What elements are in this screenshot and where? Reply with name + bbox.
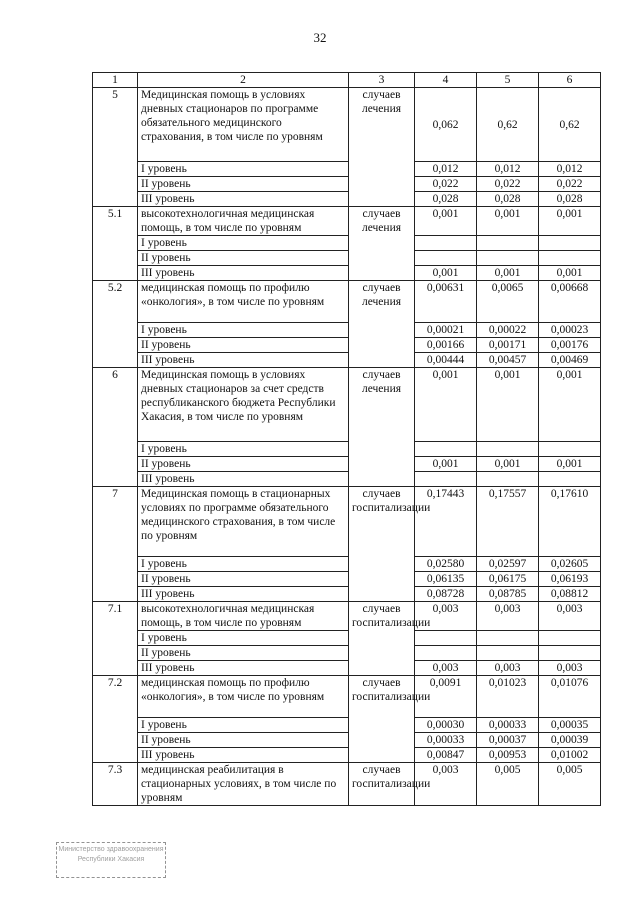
level-value <box>477 631 539 646</box>
section-value: 0,003 <box>415 602 477 631</box>
level-row <box>93 472 601 487</box>
section-value: 0,062 <box>415 88 477 162</box>
section-number: 6 <box>93 368 138 487</box>
level-value <box>415 631 477 646</box>
level-value: 0,00037 <box>477 733 539 748</box>
level-label: III уровень <box>138 192 349 207</box>
level-value <box>415 251 477 266</box>
level-value: 0,08812 <box>539 587 601 602</box>
level-label: II уровень <box>138 338 349 353</box>
section-unit: случаев лечения <box>349 368 415 487</box>
level-row <box>93 661 601 676</box>
level-label: III уровень <box>138 472 349 487</box>
level-value: 0,00039 <box>539 733 601 748</box>
section-number: 7.2 <box>93 676 138 763</box>
level-label: III уровень <box>138 266 349 281</box>
section-value: 0,00668 <box>539 281 601 323</box>
level-row <box>93 323 601 338</box>
level-value: 0,00033 <box>477 718 539 733</box>
level-value <box>415 442 477 457</box>
level-value <box>539 472 601 487</box>
section-unit: случаев лечения <box>349 88 415 207</box>
level-row <box>93 748 601 763</box>
level-row <box>93 733 601 748</box>
section-unit: случаев лечения <box>349 207 415 281</box>
level-value: 0,012 <box>539 162 601 177</box>
level-value: 0,003 <box>415 661 477 676</box>
level-label: II уровень <box>138 177 349 192</box>
section-row <box>93 602 601 631</box>
level-label: II уровень <box>138 251 349 266</box>
level-value <box>477 442 539 457</box>
level-value: 0,022 <box>477 177 539 192</box>
section-value: 0,001 <box>415 207 477 236</box>
level-value <box>539 442 601 457</box>
level-row <box>93 572 601 587</box>
section-value: 0,00631 <box>415 281 477 323</box>
level-label: II уровень <box>138 457 349 472</box>
page-number: 32 <box>313 30 327 45</box>
level-value: 0,001 <box>415 266 477 281</box>
section-value: 0,001 <box>477 368 539 442</box>
section-value: 0,17557 <box>477 487 539 557</box>
level-value: 0,00033 <box>415 733 477 748</box>
level-value: 0,022 <box>415 177 477 192</box>
section-unit: случаев госпитализации <box>349 676 415 763</box>
level-row <box>93 587 601 602</box>
section-value: 0,01023 <box>477 676 539 718</box>
section-value: 0,003 <box>415 763 477 806</box>
level-row <box>93 177 601 192</box>
level-label: III уровень <box>138 748 349 763</box>
section-value: 0,0065 <box>477 281 539 323</box>
level-value: 0,06175 <box>477 572 539 587</box>
level-value: 0,06135 <box>415 572 477 587</box>
level-row <box>93 631 601 646</box>
level-value: 0,001 <box>415 457 477 472</box>
section-unit: случаев госпитализации <box>349 763 415 806</box>
level-row <box>93 338 601 353</box>
level-value <box>477 251 539 266</box>
level-row <box>93 457 601 472</box>
level-value: 0,00021 <box>415 323 477 338</box>
column-number: 6 <box>539 73 601 88</box>
section-name: медицинская помощь по профилю «онкология», в том числе по уровням <box>138 281 349 323</box>
section-unit: случаев госпитализации <box>349 602 415 676</box>
level-value: 0,028 <box>477 192 539 207</box>
level-label: II уровень <box>138 646 349 661</box>
section-number: 7.1 <box>93 602 138 676</box>
level-label: I уровень <box>138 162 349 177</box>
level-value <box>539 251 601 266</box>
section-row <box>93 88 601 162</box>
level-value: 0,01002 <box>539 748 601 763</box>
level-value: 0,00457 <box>477 353 539 368</box>
level-row <box>93 646 601 661</box>
level-row <box>93 442 601 457</box>
level-label: III уровень <box>138 661 349 676</box>
section-value: 0,005 <box>539 763 601 806</box>
section-row <box>93 763 601 806</box>
level-label: I уровень <box>138 323 349 338</box>
section-unit: случаев лечения <box>349 281 415 368</box>
level-value: 0,028 <box>539 192 601 207</box>
section-name: Медицинская помощь в стационарных условиях по программе обязательного медицинского страхования, в том числе по уровням <box>138 487 349 557</box>
section-value: 0,62 <box>539 88 601 162</box>
level-value: 0,06193 <box>539 572 601 587</box>
level-value: 0,012 <box>477 162 539 177</box>
level-value: 0,02580 <box>415 557 477 572</box>
level-value <box>415 646 477 661</box>
level-row <box>93 266 601 281</box>
column-number: 5 <box>477 73 539 88</box>
level-value: 0,001 <box>539 266 601 281</box>
section-value: 0,003 <box>477 602 539 631</box>
level-value: 0,003 <box>539 661 601 676</box>
column-number: 4 <box>415 73 477 88</box>
section-number: 5 <box>93 88 138 207</box>
level-value: 0,001 <box>477 457 539 472</box>
section-value: 0,17443 <box>415 487 477 557</box>
level-row <box>93 251 601 266</box>
level-value: 0,00444 <box>415 353 477 368</box>
level-value: 0,00953 <box>477 748 539 763</box>
level-label: I уровень <box>138 718 349 733</box>
section-number: 5.2 <box>93 281 138 368</box>
section-value: 0,003 <box>539 602 601 631</box>
level-label: I уровень <box>138 631 349 646</box>
level-value: 0,08728 <box>415 587 477 602</box>
column-number-row <box>93 73 601 88</box>
level-value: 0,02605 <box>539 557 601 572</box>
level-value: 0,00847 <box>415 748 477 763</box>
level-value: 0,001 <box>477 266 539 281</box>
level-value: 0,028 <box>415 192 477 207</box>
level-value: 0,02597 <box>477 557 539 572</box>
level-value: 0,00176 <box>539 338 601 353</box>
level-value: 0,00023 <box>539 323 601 338</box>
level-value <box>539 646 601 661</box>
level-label: I уровень <box>138 557 349 572</box>
column-number: 3 <box>349 73 415 88</box>
section-value: 0,01076 <box>539 676 601 718</box>
section-value: 0,17610 <box>539 487 601 557</box>
level-label: III уровень <box>138 587 349 602</box>
level-value <box>539 631 601 646</box>
level-value: 0,00035 <box>539 718 601 733</box>
section-name: высокотехнологичная медицинская помощь, в том числе по уровням <box>138 207 349 236</box>
section-number: 7.3 <box>93 763 138 806</box>
section-name: медицинская помощь по профилю «онкология», в том числе по уровням <box>138 676 349 718</box>
level-label: II уровень <box>138 572 349 587</box>
section-row <box>93 207 601 236</box>
section-value: 0,001 <box>415 368 477 442</box>
level-row <box>93 353 601 368</box>
level-value: 0,00171 <box>477 338 539 353</box>
level-value: 0,001 <box>539 457 601 472</box>
level-label: III уровень <box>138 353 349 368</box>
section-name: Медицинская помощь в условиях дневных стационаров по программе обязательного медицинского страхования, в том числе по уровням <box>138 88 349 162</box>
section-value: 0,62 <box>477 88 539 162</box>
level-row <box>93 192 601 207</box>
level-value: 0,022 <box>539 177 601 192</box>
level-value <box>477 236 539 251</box>
level-value: 0,08785 <box>477 587 539 602</box>
level-value: 0,012 <box>415 162 477 177</box>
section-value: 0,001 <box>477 207 539 236</box>
level-row <box>93 236 601 251</box>
indicators-table <box>92 72 601 806</box>
section-name: высокотехнологичная медицинская помощь, в том числе по уровням <box>138 602 349 631</box>
level-value: 0,00469 <box>539 353 601 368</box>
column-number: 1 <box>93 73 138 88</box>
level-value: 0,00166 <box>415 338 477 353</box>
level-row <box>93 162 601 177</box>
section-row <box>93 281 601 323</box>
section-unit: случаев госпитализации <box>349 487 415 602</box>
level-label: II уровень <box>138 733 349 748</box>
section-number: 5.1 <box>93 207 138 281</box>
section-value: 0,005 <box>477 763 539 806</box>
level-label: I уровень <box>138 236 349 251</box>
section-row <box>93 368 601 442</box>
level-value <box>415 236 477 251</box>
section-value: 0,0091 <box>415 676 477 718</box>
level-value <box>477 646 539 661</box>
section-row <box>93 487 601 557</box>
level-value <box>539 236 601 251</box>
official-stamp: Министерство здравоохранения Республики Хакасия <box>56 842 166 878</box>
level-label: I уровень <box>138 442 349 457</box>
section-row <box>93 676 601 718</box>
section-value: 0,001 <box>539 368 601 442</box>
section-number: 7 <box>93 487 138 602</box>
level-value: 0,00030 <box>415 718 477 733</box>
level-value <box>415 472 477 487</box>
column-number: 2 <box>138 73 349 88</box>
level-value: 0,003 <box>477 661 539 676</box>
section-value: 0,001 <box>539 207 601 236</box>
level-value: 0,00022 <box>477 323 539 338</box>
level-row <box>93 557 601 572</box>
section-name: медицинская реабилитация в стационарных условиях, в том числе по уровням <box>138 763 349 806</box>
level-value <box>477 472 539 487</box>
section-name: Медицинская помощь в условиях дневных стационаров за счет средств республиканского бюджета Республики Хакасия, в том числе по уровням <box>138 368 349 442</box>
level-row <box>93 718 601 733</box>
table-body <box>93 73 601 806</box>
